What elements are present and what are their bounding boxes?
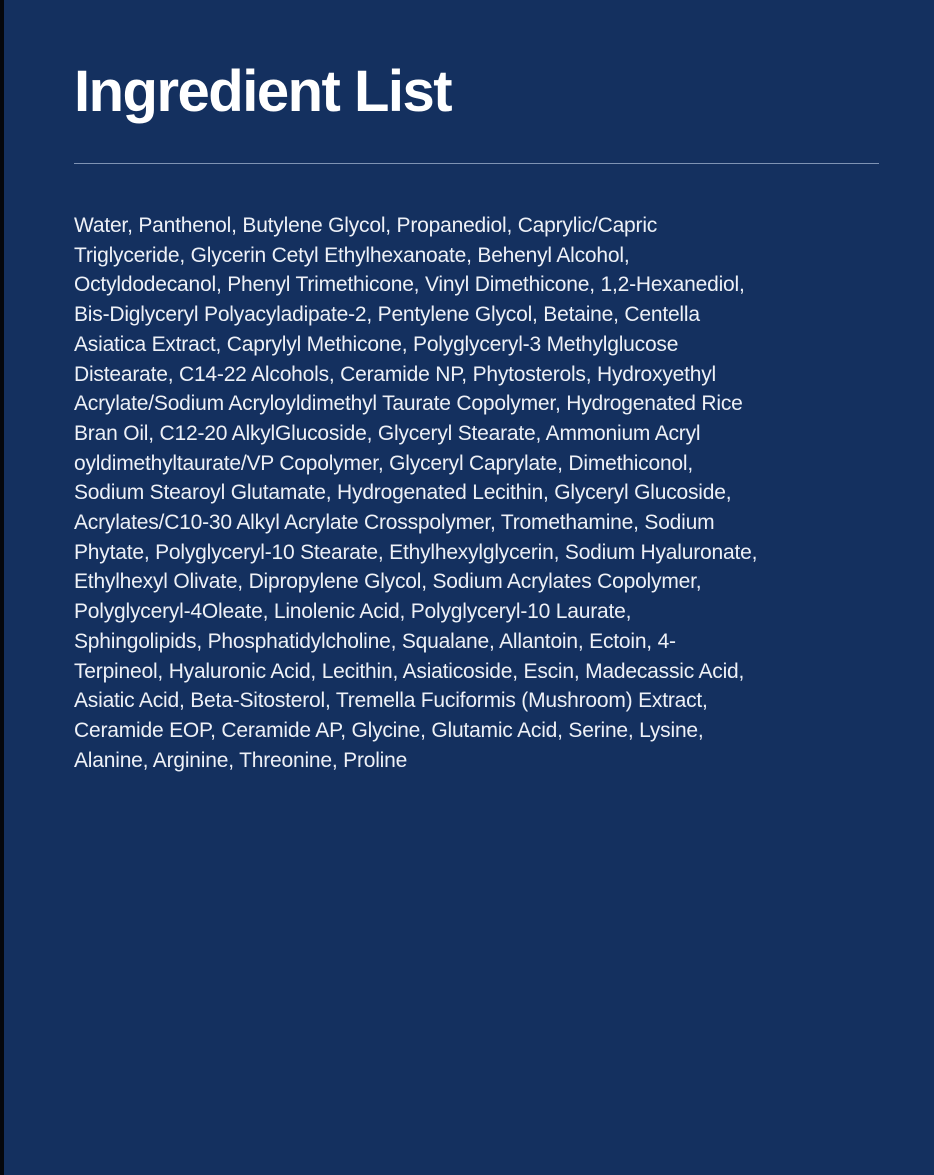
- title-divider: [74, 163, 879, 164]
- ingredient-line: Distearate, C14-22 Alcohols, Ceramide NP, Phytosterols, Hydroxyethyl: [74, 362, 716, 386]
- ingredient-line: Acrylates/C10-30 Alkyl Acrylate Crosspolymer, Tromethamine, Sodium: [74, 511, 715, 535]
- ingredient-line: Asiatic Acid, Beta-Sitosterol, Tremella Fuciformis (Mushroom) Extract,: [74, 689, 708, 713]
- ingredient-line: Sphingolipids, Phosphatidylcholine, Squalane, Allantoin, Ectoin, 4-: [74, 629, 676, 653]
- ingredient-line: Acrylate/Sodium Acryloyldimethyl Taurate Copolymer, Hydrogenated Rice: [74, 392, 743, 416]
- ingredient-line: Triglyceride, Glycerin Cetyl Ethylhexanoate, Behenyl Alcohol,: [74, 243, 630, 267]
- page-title: Ingredient List: [74, 59, 452, 124]
- ingredient-line: Octyldodecanol, Phenyl Trimethicone, Vinyl Dimethicone, 1,2-Hexanediol,: [74, 273, 745, 297]
- ingredient-line: Polyglyceryl-4Oleate, Linolenic Acid, Polyglyceryl-10 Laurate,: [74, 600, 632, 624]
- ingredient-page: [4, 0, 934, 1175]
- ingredient-line: Bis-Diglyceryl Polyacyladipate-2, Pentylene Glycol, Betaine, Centella: [74, 303, 700, 327]
- ingredient-line: Phytate, Polyglyceryl-10 Stearate, Ethylhexylglycerin, Sodium Hyaluronate,: [74, 540, 758, 564]
- ingredient-list-text: [74, 211, 874, 775]
- ingredient-line: Sodium Stearoyl Glutamate, Hydrogenated Lecithin, Glyceryl Glucoside,: [74, 481, 732, 505]
- ingredient-line: Ethylhexyl Olivate, Dipropylene Glycol, Sodium Acrylates Copolymer,: [74, 570, 702, 594]
- ingredient-line: oyldimethyltaurate/VP Copolymer, Glyceryl Caprylate, Dimethiconol,: [74, 451, 694, 475]
- ingredient-line: Alanine, Arginine, Threonine, Proline: [74, 748, 408, 772]
- ingredient-line: Ceramide EOP, Ceramide AP, Glycine, Glutamic Acid, Serine, Lysine,: [74, 718, 704, 742]
- ingredient-line: Bran Oil, C12-20 AlkylGlucoside, Glyceryl Stearate, Ammonium Acryl: [74, 421, 701, 445]
- ingredient-line: Terpineol, Hyaluronic Acid, Lecithin, Asiaticoside, Escin, Madecassic Acid,: [74, 659, 745, 683]
- ingredient-line: Asiatica Extract, Caprylyl Methicone, Polyglyceryl-3 Methylglucose: [74, 332, 679, 356]
- ingredient-line: Water, Panthenol, Butylene Glycol, Propanediol, Caprylic/Capric: [74, 214, 658, 237]
